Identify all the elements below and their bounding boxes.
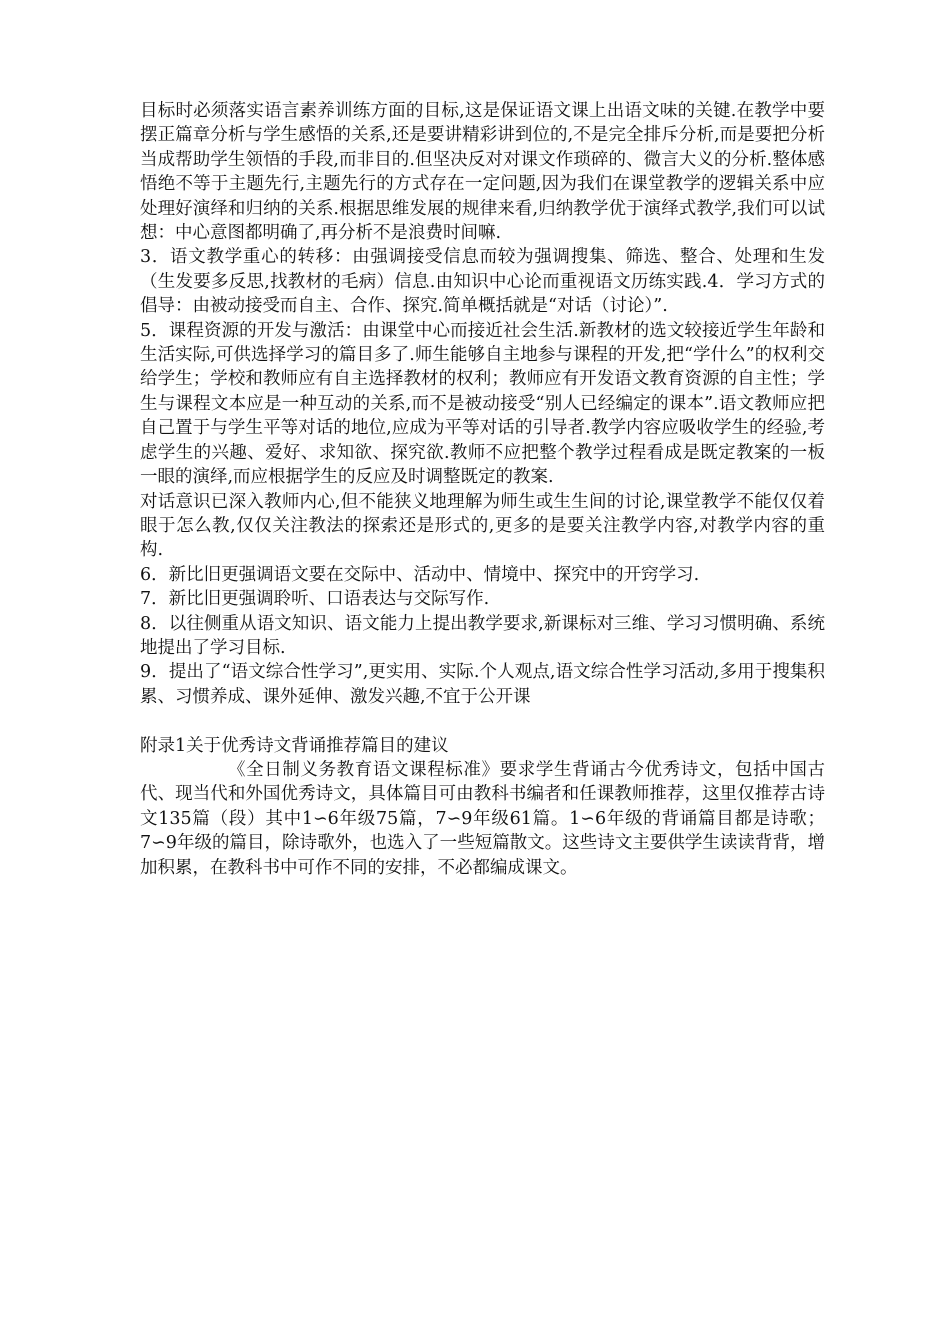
paragraph-item-8: 8．以往侧重从语文知识、语文能力上提出教学要求,新课标对三维、学习习惯明确、系统地提出了学习目标. (140, 613, 825, 658)
paragraph-dialogue-awareness: 对话意识已深入教师内心,但不能狭义地理解为师生或生生间的讨论,课堂教学不能仅仅着眼于怎么教,仅仅关注教法的探索还是形式的,更多的是要关注教学内容,对教学内容的重构. (140, 491, 825, 561)
appendix-title: 附录1关于优秀诗文背诵推荐篇目的建议 (140, 735, 449, 756)
paragraph-item-6: 6．新比旧更强调语文要在交际中、活动中、情境中、探究中的开窍学习. (140, 564, 700, 585)
paragraph-item-9: 9．提出了“语文综合性学习”,更实用、实际.个人观点,语文综合性学习活动,多用于搜集积累、习惯养成、课外延伸、激发兴趣,不宜于公开课 (140, 662, 825, 707)
paragraph-teaching-goals: 目标时必须落实语言素养训练方面的目标,这是保证语文课上出语文味的关键.在教学中要摆正篇章分析与学生感悟的关系,还是要讲精彩讲到位的,不是完全排斥分析,而是要把分析当成帮助学生领悟的手段,而非目的.但坚决反对对课文作琐碎的、微言大义的分析.整体感悟绝不等于主题先行,主题先行的方式存在一定问题,因为我们在课堂教学的逻辑关系中应处理好演绎和归纳的关系.根据思维发展的规律来看,归纳教学优于演绎式教学,我们可以试想：中心意图都明确了,再分析不是浪费时间嘛. (140, 101, 825, 244)
blank-line (140, 709, 825, 733)
document-page (140, 99, 825, 880)
paragraph-item-7: 7．新比旧更强调聆听、口语表达与交际写作. (140, 589, 490, 610)
paragraph-item-3-4: 3．语文教学重心的转移：由强调接受信息而较为强调搜集、筛选、整合、处理和生发（生发要多反思,找教材的毛病）信息.由知识中心论而重视语文历练实践.4．学习方式的倡导：由被动接受而自主、合作、探究.简单概括就是“对话（讨论）”. (140, 247, 825, 317)
appendix-body: 《全日制义务教育语文课程标准》要求学生背诵古今优秀诗文，包括中国古代、现当代和外国优秀诗文，具体篇目可由教科书编者和任课教师推荐，这里仅推荐古诗文135篇（段）其中1∽6年级75篇，7∽9年级61篇。1∽6年级的背诵篇目都是诗歌；7∽9年级的篇目，除诗歌外，也选入了一些短篇散文。这些诗文主要供学生读读背背，增加积累，在教科书中可作不同的安排，不必都编成课文。 (140, 759, 825, 878)
paragraph-item-5: 5．课程资源的开发与激活：由课堂中心而接近社会生活.新教材的选文较接近学生年龄和生活实际,可供选择学习的篇目多了.师生能够自主地参与课程的开发,把“学什么”的权利交给学生；学校和教师应有自主选择教材的权利；教师应有开发语文教育资源的自主性；学生与课程文本应是一种互动的关系,而不是被动接受“别人已经编定的课本”.语文教师应把自己置于与学生平等对话的地位,应成为平等对话的引导者.教学内容应吸收学生的经验,考虑学生的兴趣、爱好、求知欲、探究欲.教师不应把整个教学过程看成是既定教案的一板一眼的演绎,而应根据学生的反应及时调整既定的教案. (140, 320, 825, 488)
